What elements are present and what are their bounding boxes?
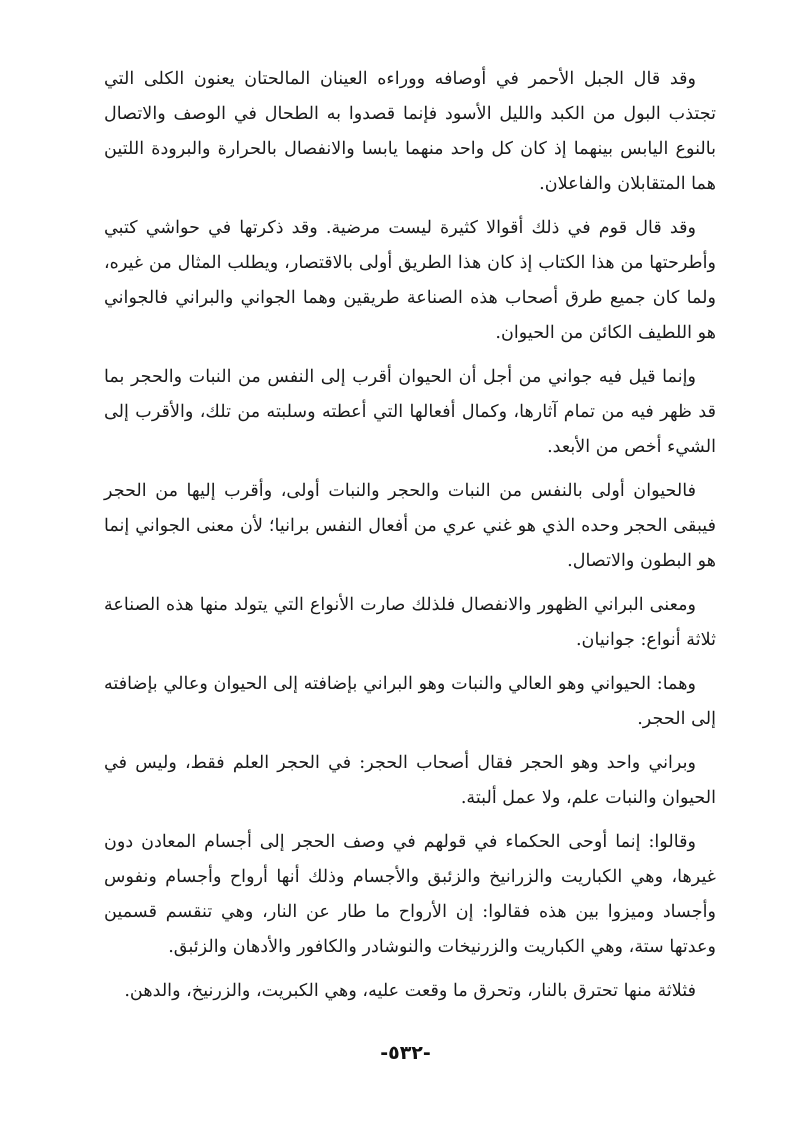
paragraph: وقد قال قوم في ذلك أقوالا كثيرة ليست مرضية. وقد ذكرتها في حواشي كتبي وأطرحتها من هذا الكتاب إذ كان هذا الطريق أولى بالاقتصار، ويطلب المثال من غيره، ولما كان جميع طرق أصحاب هذه الصناعة طريقين وهما الجواني والبراني فالجواني هو اللطيف الكائن من الحيوان. [104,218,716,343]
paragraph: فثلاثة منها تحترق بالنار، وتحرق ما وقعت عليه، وهي الكبريت، والزرنيخ، والدهن. [124,981,696,1001]
paragraph: وإنما قيل فيه جواني من أجل أن الحيوان أقرب إلى النفس من النبات والحجر بما قد ظهر فيه من تمام آثارها، وكمال أفعالها التي أعطته وسلبته من تلك، والأقرب إلى الشيء أخص من الأبعد. [104,367,716,457]
paragraph: فالحيوان أولى بالنفس من النبات والحجر والنبات أولى، وأقرب إليها من الحجر فيبقى الحجر وحده الذي هو غني عري من أفعال النفس برانيا؛ لأن معنى الجواني إنما هو البطون والاتصال. [104,481,716,571]
paragraph: وهما: الحيواني وهو العالي والنبات وهو البراني بإضافته إلى الحيوان وعالي بإضافته إلى الحجر. [104,674,716,729]
paragraph: وبراني واحد وهو الحجر فقال أصحاب الحجر: في الحجر العلم فقط، وليس في الحيوان والنبات علم، ولا عمل ألبتة. [104,753,716,808]
body-text [104,62,716,1018]
paragraph: ومعنى البراني الظهور والانفصال فلذلك صارت الأنواع التي يتولد منها هذه الصناعة ثلاثة أنواع: جوانيان. [104,595,716,650]
paragraph: وقد قال الجبل الأحمر في أوصافه ووراءه العينان المالحتان يعنون الكلى التي تجتذب البول من الكبد والليل الأسود فإنما قصدوا به الطحال في الوصف والاتصال بالنوع اليابس بينهما إذ كان كل واحد منهما يابسا والانفصال بالحرارة والبرودة اللتين هما المتقابلان والفاعلان. [104,69,716,194]
paragraph: وقالوا: إنما أوحى الحكماء في قولهم في وصف الحجر إلى أجسام المعادن دون غيرها، وهي الكباريت والزرانيخ والزئبق والأجسام وذلك أنها أرواح وأجسام ونفوس وأجساد وميزوا بين هذه فقالوا: إن الأرواح ما طار عن النار، وهي تنقسم قسمين وعدتها ستة، وهي الكباريت والزرنيخات والنوشادر والكافور والأدهان والزئبق. [104,832,716,957]
page-number: -٥٣٢- [380,1042,431,1064]
